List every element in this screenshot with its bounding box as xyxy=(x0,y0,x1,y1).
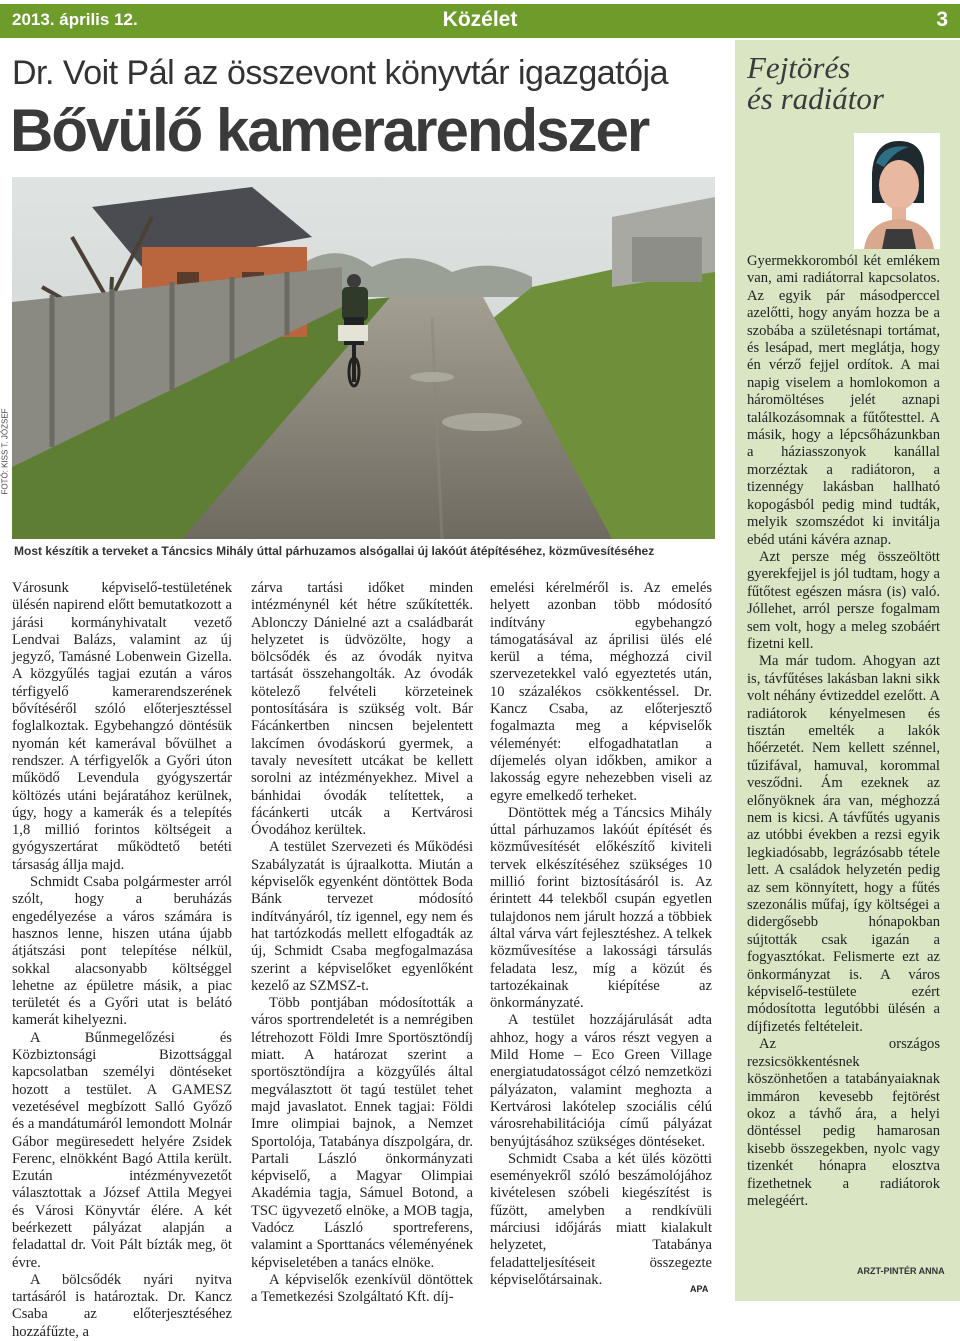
col1-paragraph-3: A Bűnmegelőzési és Közbiztonsági Bizottsággal kapcsolatban személyi döntéseket hozott a testület. A GAMESZ vezetésével megbízott Salló Győző és a mandátumáról lemondott Molnár Gábor megüresedett helyére Zsidek Ferenc, elnökként Bagó Attila került. Ezután intézményvezetőt választottak a József Attila Megyei és Városi Könyvtár élére. A két beérkezett pályázat alapján a feladattal dr. Voit Pált bízták meg, öt évre. xyxy=(12,1029,232,1271)
author-portrait xyxy=(854,133,940,249)
col2-paragraph-2: A testület Szervezeti és Működési Szabályzatát is újraalkotta. Miután a képviselők egyenként döntöttek Boda Bánk tervezet módosító indítványáról, tíz igennel, egy nem és hat tartózkodás mellett elfogadták az új, Schmidt Csaba megfogalmazása szerint a képviselőket egyenlőként kezelő az SZMSZ-t. xyxy=(251,839,473,994)
sidebar-paragraph-4: Az országos rezsicsökkentésnek köszönhetően a tatabányaiaknak immáron kevesebb fejtörést okoz a távhő ára, a helyi döntéssel pedig hamarosan kisebb összegekben, nyolc vagy tizenkét hónapra elosztva fizethetnek a radiátorok melegéért. xyxy=(747,1036,940,1209)
article-column-2 xyxy=(251,580,473,1306)
page-number: 3 xyxy=(936,8,948,31)
col3-paragraph-1: emelési kérelméről is. Az emelés helyett azonban több módosító indítvány egybehangzó támogatásával az áprilisi ülés elé kerül a téma, méghozzá civil szervezetekkel való egyeztetés után, 10 százalékos csökkentéssel. Dr. Kancz Csaba, az előterjesztő fogalmazta meg a képviselők véleményét: elfogadhatatlan a díjemelés olyan időkben, amikor a lakosság egyre nehezebben viseli az egyre emelkedő terheket. xyxy=(490,580,712,804)
col3-paragraph-2: Döntöttek még a Táncsics Mihály úttal párhuzamos lakóút építését és közművesítését előkészítő kiviteli tervek elkészítéséhez szükséges 10 millió forint biztosításáról is. Az érintett 44 telekből csupán egyetlen tulajdonos nem járult hozzá a többiek által várva várt fejlesztéshez. A telkek közművesítése a lakossági társulás feladata lesz, míg a közút és tartozékainak kiépítése az önkormányzaté. xyxy=(490,804,712,1012)
col2-paragraph-4: A képviselők ezenkívül döntöttek a Temetkezési Szolgáltató Kft. díj- xyxy=(251,1271,473,1306)
col2-paragraph-3: Több pontjában módosították a város sportrendeletét is a nemrégiben létrehozott Földi Imre Sportösztöndíj miatt. A határozat szerint a sportösztöndíjra a közgyűlés által megválasztott öt tagú testület tehet majd javaslatot. Ennek tagjai: Földi Imre olimpiai bajnok, a Nemzet Sportolója, Tatabánya díszpolgára, dr. Partali László önkormányzati képviselő, a Magyar Olimpiai Akadémia tagja, Sámuel Botond, a TSC ügyvezető elnöke, a MOB tagja, Vadócz László sportreferens, valamint a Sporttanács véleményének képviseletében a tanács elnöke. xyxy=(251,995,473,1271)
section-title: Közélet xyxy=(442,8,518,31)
opinion-sidebar xyxy=(735,40,960,1301)
road-cyclist-illustration xyxy=(12,177,715,539)
article-kicker: Dr. Voit Pál az összevont könyvtár igazgatója xyxy=(12,54,668,92)
sidebar-body xyxy=(747,133,940,1210)
issue-date: 2013. április 12. xyxy=(12,10,138,29)
sidebar-paragraph-3: Ma már tudom. Ahogyan azt is, távfűtéses lakásban lakni sikk volt néhány évtizeddel ezelőtt. A radiátorok kényelmesen és tisztán emelték a lakók hőérzetét. Nem kellett szénnel, tűzifával, hamuval, korommal vesződni. Ám ezeknek az előnyöknek ára van, méghozzá nem is kicsi. A távfűtés ugyanis az utóbbi években a rezsi egyik legkiadósabb, legrázósabb tétele lett. A családok helyzetén pedig az sem könnyített, hogy a fűtés szezonális műfaj, így költségei a didergősebb hónapokban sújtották csak igazán a fogyasztókat. Felismerte ezt az önkormányzat is. A város képviselő-testülete ezért módosította legutóbbi ülésén a díjfizetés feltételeit. xyxy=(747,653,940,1035)
sidebar-title xyxy=(747,52,947,114)
col3-paragraph-4: Schmidt Csaba a két ülés közötti eseményekről szóló beszámolójához kivételesen szóbeli kiegészítést is fűzött, amelyben a rendkívüli márciusi időjárás miatt kialakult helyzetet, Tatabánya feladatteljesítéseit összegezte képviselőtársainak. xyxy=(490,1150,712,1288)
sidebar-title-line-2: és radiátor xyxy=(747,81,884,116)
col2-paragraph-1: zárva tartási időket minden intézménynél két hétre szűkítették. Ablonczy Dánielné azt a családbarát helyzetet is üdvözölte, hogy a bölcsődék és az óvodák nyitva tartását összehangolták. Az óvodák kötelező felvételi körzeteinek pontosítására is szükség volt. Bár Fácánkertben nincsen bejelentett lakcímen óvodáskorú gyermek, a tavaly nevesített utcákat be kellett sorolni az intézményekhez. Mivel a bánhidai óvodák telítettek, a fácánkerti utcák a Kertvárosi Óvodához kerültek. xyxy=(251,580,473,839)
sidebar-title-line-1: Fejtörés xyxy=(747,50,851,85)
page-header xyxy=(0,4,960,38)
article-signature: APA xyxy=(690,1284,709,1294)
photo-credit-text: FOTÓ: KISS T. JÓZSEF xyxy=(0,408,10,495)
article-headline: Bővülő kamerarendszer xyxy=(10,97,649,164)
col1-paragraph-4: A bölcsődék nyári nyitva tartásáról is határoztak. Dr. Kancz Csaba az előterjesztéséhez hozzáfűzte, a xyxy=(12,1271,232,1340)
sidebar-paragraph-2: Azt persze még összeöltött gyerekfejjel is jól tudtam, hogy a fűtőtest egészen másra (is) való. Jóllehet, arról persze fogalmam sem volt, hogy a meleg szobáért fizetni kell. xyxy=(747,548,940,652)
article-column-3 xyxy=(490,580,712,1289)
col3-paragraph-3: A testület hozzájárulását adta ahhoz, hogy a város részt vegyen a Mild Home – Eco Green Village energiatudatosságot célzó nemzetközi pályázaton, valamint meghozta a Kertvárosi lakótelep szociális célú városrehabilitációja című pályázat benyújtásához szükséges döntéseket. xyxy=(490,1012,712,1150)
article-photo xyxy=(12,177,715,539)
sidebar-author: ARZT-PINTÉR ANNA xyxy=(857,1266,945,1276)
sidebar-paragraph-1: Gyermekkoromból két emlékem van, ami radiátorral kapcsolatos. Az egyik pár másodperccel azelőtti, hogy anyám hozza be a szobába a születésnapi tortámat, és lesápad, mert meglátja, hogy én vérző fejjel ordítok. A mai napig viselem a homlokomon a háromöltéses jelét aznapi találkozásomnak a fűtőtesttel. A másik, hogy a lépcsőházunkban a háziasszonyok kanállal morzéztak a radiátoron, a tizennégy lakásban hallható kopogásból pedig mind tudták, melyik szomszédot ki invitálja ebéd utáni kávéra aznap. xyxy=(747,253,940,548)
photo-caption: Most készítik a terveket a Táncsics Mihály úttal párhuzamos alsógallai új lakóút átépítéséhez, közművesítéséhez xyxy=(14,544,655,558)
col1-paragraph-2: Schmidt Csaba polgármester arról szólt, hogy a beruházás engedélyezése a város számára is hasznos lenne, hiszen utána újabb átjátszási pont telepítése nélkül, sokkal alacsonyabb költséggel lehetne az épületre másik, a piac területét és a Győri utat is belátó kamerát kihelyezni. xyxy=(12,874,232,1029)
article-column-1 xyxy=(12,580,232,1341)
col1-paragraph-1: Városunk képviselő-testületének ülésén napirend előtt bemutatkozott a járási kormányhivatalt vezető Lendvai Balázs, valamint az új jegyző, Tamásné Lobenwein Gizella. A közgyűlés tagjai ezután a város térfigyelő kamerarendszerének bővítéséről szóló előterjesztéssel foglalkoztak. Egybehangzó döntésük nyomán két kamerával bővülhet a rendszer. A térfigyelők a Győri úton működő Levendula gyógyszertár költözés utáni bejáratához kerülnek, úgy, hogy a kamerák és a telepítés 1,8 millió forintos költségeit a gyógyszertárat működtető betéti társaság állja majd. xyxy=(12,580,232,873)
